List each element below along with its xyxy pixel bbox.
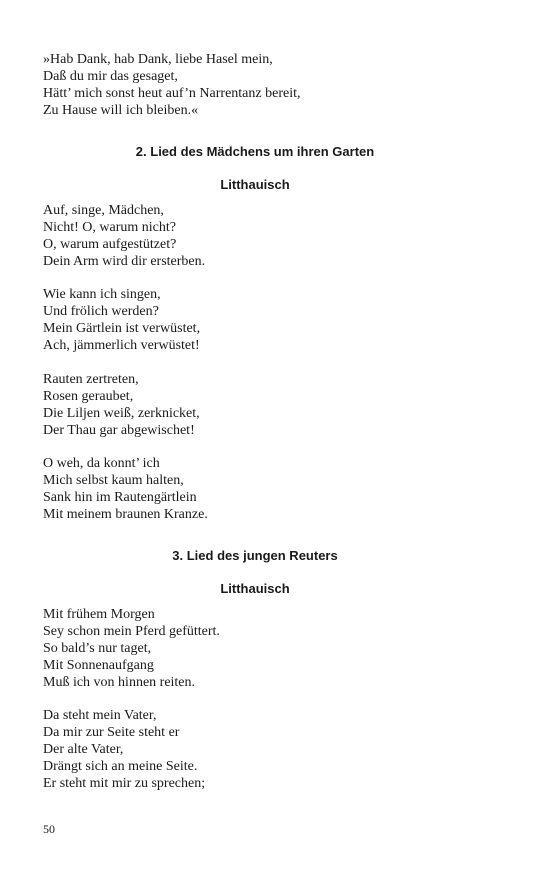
- verse-line: Sey schon mein Pferd gefüttert.: [43, 624, 220, 639]
- verse-line: Mein Gärtlein ist verwüstet,: [43, 321, 201, 336]
- song2-stanza-3: [43, 371, 200, 439]
- song3-stanza-2: [43, 707, 205, 792]
- verse-line: Der Thau gar abgewischet!: [43, 423, 195, 438]
- verse-line: O weh, da konnt’ ich: [43, 456, 160, 471]
- verse-line: Nicht! O, warum nicht?: [43, 220, 176, 235]
- verse-line: Da steht mein Vater,: [43, 708, 157, 723]
- verse-line: Mit frühem Morgen: [43, 607, 155, 622]
- song2-stanza-2: [43, 286, 200, 354]
- verse-line: Er steht mit mir zu sprechen;: [43, 776, 206, 791]
- song3-title: 3. Lied des jungen Reuters: [172, 548, 338, 563]
- verse-line: Mit meinem braunen Kranze.: [43, 507, 208, 522]
- verse-line: »Hab Dank, hab Dank, liebe Hasel mein,: [43, 52, 273, 67]
- verse-line: Und frölich werden?: [43, 304, 159, 319]
- verse-line: Da mir zur Seite steht er: [43, 725, 180, 740]
- verse-line: Rosen geraubet,: [43, 389, 134, 404]
- verse-line: Hätt’ mich sonst heut auf’n Narrentanz bereit,: [43, 86, 301, 101]
- page-number: 50: [43, 822, 55, 836]
- song3-stanza-1: [43, 606, 220, 691]
- verse-line: Daß du mir das gesaget,: [43, 69, 178, 84]
- verse-line: O, warum aufgestützet?: [43, 237, 177, 252]
- verse-line: Rauten zertreten,: [43, 372, 139, 387]
- verse-line: Sank hin im Rautengärtlein: [43, 490, 197, 505]
- stanza-intro: [43, 51, 300, 119]
- verse-line: So bald’s nur taget,: [43, 641, 152, 656]
- verse-line: Muß ich von hinnen reiten.: [43, 675, 196, 690]
- verse-line: Auf, singe, Mädchen,: [43, 203, 164, 218]
- verse-line: Zu Hause will ich bleiben.«: [43, 103, 199, 118]
- song2-stanza-1: [43, 202, 205, 270]
- verse-line: Der alte Vater,: [43, 742, 124, 757]
- verse-line: Dein Arm wird dir ersterben.: [43, 254, 206, 269]
- song2-title: 2. Lied des Mädchens um ihren Garten: [135, 144, 375, 159]
- song2-subtitle: Litthauisch: [220, 177, 290, 192]
- verse-line: Drängt sich an meine Seite.: [43, 759, 198, 774]
- song2-stanza-4: [43, 455, 208, 523]
- verse-line: Mit Sonnenaufgang: [43, 658, 154, 673]
- verse-line: Die Liljen weiß, zerknicket,: [43, 406, 200, 421]
- verse-line: Wie kann ich singen,: [43, 287, 161, 302]
- song3-subtitle: Litthauisch: [220, 581, 290, 596]
- verse-line: Mich selbst kaum halten,: [43, 473, 184, 488]
- verse-line: Ach, jämmerlich verwüstet!: [43, 338, 200, 353]
